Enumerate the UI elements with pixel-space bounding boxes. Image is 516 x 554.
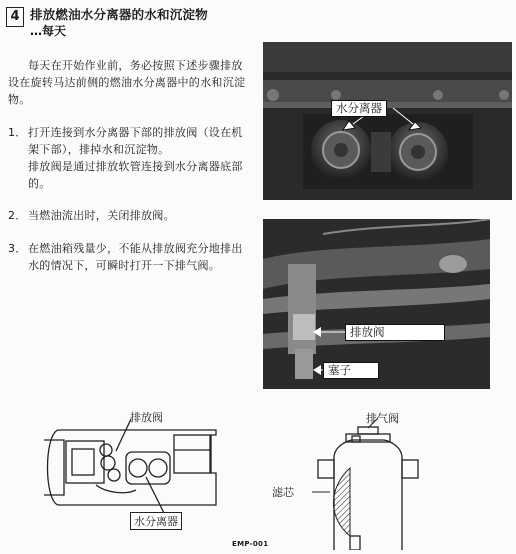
- step-number: 1．: [8, 126, 27, 139]
- step-line: 在燃油箱残量少，不能从排放阀充分地排出: [28, 242, 243, 255]
- step-line: 打开连接到水分离器下部的排放阀（设在机: [28, 126, 243, 139]
- intro-line: 物。: [8, 93, 31, 106]
- diagram-left-separator-label: 水分离器: [130, 512, 182, 530]
- step-number: 2．: [8, 209, 27, 222]
- photo-water-separator: [263, 42, 512, 200]
- step-line: 排放阀是通过排放软管连接到水分离器底部: [28, 160, 243, 173]
- step-line: 当燃油流出时，关闭排放阀。: [28, 209, 175, 222]
- step-number: 3．: [8, 242, 27, 255]
- diagram-separator-section: [268, 408, 468, 550]
- section-number: 4: [6, 7, 24, 27]
- step-3: [8, 240, 260, 274]
- section-frequency: …每天: [30, 24, 67, 38]
- intro-line: 设在旋转马达前侧的燃油水分离器中的水和沉淀: [8, 76, 246, 89]
- intro-line: 每天在开始作业前，务必按照下述步骤排放: [28, 59, 243, 72]
- step-line: 架下部），排掉水和沉淀物。: [28, 143, 170, 156]
- photo2-valve-label: 排放阀: [345, 324, 445, 341]
- step-line: 的。: [28, 177, 51, 190]
- diagram-separator-section-drawing: [268, 408, 468, 550]
- photo-water-separator-image: [263, 42, 512, 200]
- diagram-right-filter-label: 滤芯: [272, 486, 294, 499]
- diagram-left-valve-label: 排放阀: [130, 411, 163, 424]
- photo1-label: 水分离器: [331, 100, 387, 117]
- photo-drain-valve: [263, 219, 490, 389]
- diagram-right-air-valve-label: 排气阀: [366, 412, 399, 425]
- step-1: [8, 124, 260, 192]
- page-code: EMP-001: [232, 540, 269, 548]
- step-2: [8, 207, 260, 224]
- diagram-machine-frame: [36, 405, 226, 537]
- step-line: 水的情况下，可瞬时打开一下排气阀。: [28, 259, 221, 272]
- intro-paragraph: [8, 57, 258, 108]
- photo2-plug-label: 塞子: [323, 362, 379, 379]
- section-title: 排放燃油水分离器的水和沉淀物: [30, 7, 208, 22]
